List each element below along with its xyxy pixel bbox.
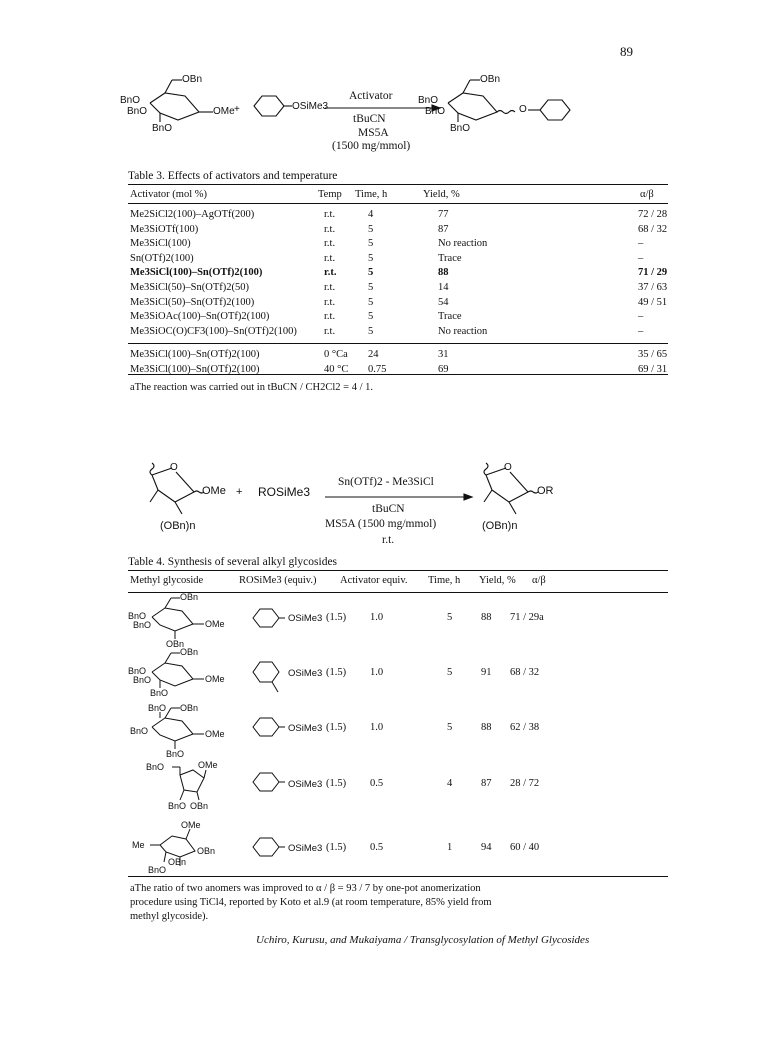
table4-cell-yield: 88 bbox=[481, 722, 492, 733]
table4-cell-time: 4 bbox=[447, 778, 453, 789]
table4-cell-silyl: OSiMe3 bbox=[288, 779, 323, 790]
table4-cell-act: 1.0 bbox=[370, 722, 384, 733]
table3-cell: Me3SiOAc(100)–Sn(OTf)2(100) bbox=[130, 311, 270, 323]
t4-r4-label-2: BnO bbox=[168, 801, 187, 811]
table4-cell-time: 5 bbox=[447, 612, 453, 623]
t4-r2-label-0: OBn bbox=[180, 647, 199, 657]
table3-cell: – bbox=[638, 311, 644, 323]
table3-cell: Me3SiCl(100)–Sn(OTf)2(100) bbox=[130, 267, 263, 279]
table3 bbox=[128, 188, 668, 378]
table3-row bbox=[128, 348, 668, 363]
table4-footnote-line-1: aThe ratio of two anomers was improved to α / β = 93 / 7 by one-pot anomerization bbox=[130, 883, 481, 894]
s2-obn-n: (OBn)n bbox=[160, 520, 196, 532]
table4-cell-silyl: OSiMe3 bbox=[288, 723, 323, 734]
table3-footnote: aThe reaction was carried out in tBuCN / CH2Cl2 = 4 / 1. bbox=[130, 382, 373, 393]
table3-cell: Sn(OTf)2(100) bbox=[130, 252, 194, 264]
table4-cell-equiv: (1.5) bbox=[326, 722, 347, 733]
table3-cell: 5 bbox=[368, 223, 374, 235]
t4-r1-label-3: OMe bbox=[205, 619, 225, 629]
table3-cell: 69 bbox=[438, 363, 449, 375]
table4-rule-bottom bbox=[128, 876, 668, 877]
table4-footnote-line-3: methyl glycoside). bbox=[130, 911, 209, 922]
table3-cell: 88 bbox=[438, 267, 449, 279]
table4-cell-equiv: (1.5) bbox=[326, 842, 347, 853]
table3-header-yield: Yield, % bbox=[423, 189, 460, 200]
table3-cell: 31 bbox=[438, 349, 449, 360]
t4-r1-label-0: OBn bbox=[180, 592, 199, 602]
table4-cell-yield: 87 bbox=[481, 778, 492, 789]
t4-r1-label-1: BnO bbox=[128, 611, 147, 621]
table3-cell: 5 bbox=[368, 267, 374, 279]
table3-cell: Me3SiCl(50)–Sn(OTf)2(100) bbox=[130, 296, 255, 308]
t4-r2-label-3: OMe bbox=[205, 674, 225, 684]
table3-cell: r.t. bbox=[324, 311, 336, 323]
t4-r5-label-4: BnO bbox=[148, 865, 167, 875]
running-footer: Uchiro, Kurusu, and Mukaiyama / Transglycosylation of Methyl Glycosides bbox=[256, 934, 590, 946]
table3-cell: r.t. bbox=[324, 267, 337, 279]
table3-cell: Me3SiOTf(100) bbox=[130, 223, 199, 235]
table3-cell: No reaction bbox=[438, 325, 488, 337]
table3-row bbox=[128, 223, 668, 238]
table3-cell: r.t. bbox=[324, 223, 336, 235]
table3-cell: 35 / 65 bbox=[638, 349, 668, 360]
s1-p-bno-ring: BnO bbox=[418, 95, 439, 106]
table3-cell: 14 bbox=[438, 282, 449, 293]
table3-cell: r.t. bbox=[324, 252, 336, 264]
table4-rule-header bbox=[128, 592, 668, 593]
s1-arrow-bottom-3: (1500 mg/mmol) bbox=[332, 140, 411, 152]
table3-cell: Trace bbox=[438, 311, 462, 323]
table4-footnote-line-2: procedure using TiCl4, reported by Koto et al.9 (at room temperature, 85% yield from bbox=[130, 897, 492, 908]
table4-cell-silyl: OSiMe3 bbox=[288, 613, 323, 624]
table3-cell: Me3SiCl(100)–Sn(OTf)2(100) bbox=[130, 363, 260, 375]
s2-plus: + bbox=[236, 486, 243, 498]
table3-cell: 40 °C bbox=[324, 363, 349, 375]
table3-header-time: Time, h bbox=[355, 189, 388, 200]
table3-row bbox=[128, 237, 668, 252]
s2-reagent: ROSiMe3 bbox=[258, 485, 311, 499]
table4-caption: Table 4. Synthesis of several alkyl glycosides bbox=[128, 556, 338, 568]
t4-r5-label-1: Me bbox=[132, 840, 145, 850]
table3-cell: r.t. bbox=[324, 238, 336, 250]
s1-p-bno-bottom: BnO bbox=[450, 123, 471, 134]
t4-r2-label-2: BnO bbox=[133, 675, 152, 685]
s1-p-obn-top: OBn bbox=[480, 74, 501, 85]
s1-arrow-bottom-2: MS5A bbox=[358, 127, 389, 139]
table4-cell-time: 5 bbox=[447, 667, 453, 678]
table4-cell-equiv: (1.5) bbox=[326, 778, 347, 789]
table4-footnote bbox=[130, 882, 670, 924]
scheme-2 bbox=[0, 440, 768, 560]
table3-cell: Me2SiCl2(100)–AgOTf(200) bbox=[130, 209, 255, 220]
table3-rule-bottom bbox=[128, 374, 668, 375]
table3-cell: 72 / 28 bbox=[638, 209, 668, 220]
scheme-1 bbox=[0, 0, 768, 170]
s2-or: OR bbox=[537, 485, 554, 497]
s1-obn-top: OBn bbox=[182, 74, 203, 85]
table4-header-ab: α/β bbox=[532, 575, 546, 586]
table3-cell: 0.75 bbox=[368, 363, 387, 375]
table4-cell-act: 1.0 bbox=[370, 612, 384, 623]
table3-rule-header bbox=[128, 203, 668, 204]
table4-cell-ab: 71 / 29a bbox=[510, 612, 544, 623]
table3-cell: Me3SiCl(50)–Sn(OTf)2(50) bbox=[130, 282, 249, 293]
s2-product-obn-n: (OBn)n bbox=[482, 520, 518, 532]
t4-r4-label-1: OMe bbox=[198, 760, 218, 770]
t4-r4-label-0: BnO bbox=[146, 762, 165, 772]
table3-cell: 54 bbox=[438, 296, 449, 308]
s1-arrow-bottom-1: tBuCN bbox=[353, 113, 386, 125]
table3-header-temp: Temp bbox=[318, 189, 342, 200]
table4-header-yield: Yield, % bbox=[479, 575, 516, 586]
table3-cell: 4 bbox=[368, 209, 374, 220]
t4-r1-label-4: OBn bbox=[166, 639, 185, 649]
s2-arrow-bottom-3: r.t. bbox=[382, 534, 395, 546]
t4-r5-label-3: OBn bbox=[168, 857, 187, 867]
table3-row bbox=[128, 252, 668, 267]
table3-cell: 5 bbox=[368, 296, 374, 308]
table3-header bbox=[128, 188, 668, 203]
s1-arrow-top: Activator bbox=[349, 90, 393, 102]
table3-cell: Me3SiOC(O)CF3(100)–Sn(OTf)2(100) bbox=[130, 325, 297, 337]
t4-r3-label-0: BnO bbox=[148, 703, 167, 713]
t4-r2-label-1: BnO bbox=[128, 666, 147, 676]
table3-cell: 37 / 63 bbox=[638, 282, 668, 293]
page-number: 89 bbox=[620, 44, 633, 59]
table3-cell: – bbox=[638, 325, 644, 337]
table3-cell: r.t. bbox=[324, 282, 336, 293]
table4-header-glycoside: Methyl glycoside bbox=[130, 575, 204, 586]
table3-cell: 5 bbox=[368, 311, 374, 323]
table3-row bbox=[128, 281, 668, 296]
s2-ome: OMe bbox=[202, 485, 226, 497]
table3-cell: r.t. bbox=[324, 296, 336, 308]
table3-row bbox=[128, 325, 668, 340]
table4-header-activator: Activator equiv. bbox=[340, 575, 408, 586]
t4-r3-label-2: BnO bbox=[130, 726, 149, 736]
s1-bno-bottom: BnO bbox=[152, 123, 173, 134]
table3-cell: 77 bbox=[438, 209, 449, 220]
s2-arrow-top: Sn(OTf)2 - Me3SiCl bbox=[338, 476, 434, 488]
t4-r3-label-4: BnO bbox=[166, 749, 185, 759]
table3-row bbox=[128, 208, 668, 223]
table3-cell: 5 bbox=[368, 238, 374, 250]
table3-cell: r.t. bbox=[324, 325, 336, 337]
table4-cell-act: 1.0 bbox=[370, 667, 384, 678]
t4-r1-label-2: BnO bbox=[133, 620, 152, 630]
table3-cell: 69 / 31 bbox=[638, 363, 668, 375]
table3-cell: r.t. bbox=[324, 209, 336, 220]
table4-cell-act: 0.5 bbox=[370, 842, 384, 853]
table3-cell: Trace bbox=[438, 252, 462, 264]
table3-cell: 0 °Ca bbox=[324, 349, 348, 360]
table4-cell-equiv: (1.5) bbox=[326, 612, 347, 623]
table4-cell-yield: 94 bbox=[481, 842, 492, 853]
table4-cell-time: 1 bbox=[447, 842, 453, 853]
table3-caption: Table 3. Effects of activators and temperature bbox=[128, 170, 338, 182]
table3-cell: 24 bbox=[368, 349, 379, 360]
s2-product-ring-o: O bbox=[504, 462, 512, 473]
t4-r2-label-4: BnO bbox=[150, 688, 169, 698]
s2-arrow-bottom-1: tBuCN bbox=[372, 503, 405, 515]
table3-cell: 71 / 29 bbox=[638, 267, 668, 279]
table3-cell: 5 bbox=[368, 252, 374, 264]
table3-cell: 68 / 32 bbox=[638, 223, 668, 235]
table3-cell: 5 bbox=[368, 325, 374, 337]
table3-header-activator: Activator (mol %) bbox=[130, 189, 207, 200]
table4-rule-top bbox=[128, 570, 668, 571]
table4-cell-ab: 68 / 32 bbox=[510, 667, 540, 678]
t4-r3-label-1: OBn bbox=[180, 703, 199, 713]
table4-header-rosime3: ROSiMe3 (equiv.) bbox=[239, 575, 317, 586]
s1-plus: + bbox=[234, 104, 240, 115]
table4-header-time: Time, h bbox=[428, 575, 461, 586]
table4-cell-yield: 88 bbox=[481, 612, 492, 623]
table3-rule-top bbox=[128, 184, 668, 185]
table3-cell: 5 bbox=[368, 282, 374, 293]
table3-rule-mid bbox=[128, 343, 668, 344]
table3-cell: – bbox=[638, 252, 644, 264]
table4-cell-silyl: OSiMe3 bbox=[288, 843, 323, 854]
s1-bno-left: BnO bbox=[127, 106, 148, 117]
table4-cell-equiv: (1.5) bbox=[326, 667, 347, 678]
table4-cell-ab: 62 / 38 bbox=[510, 722, 540, 733]
t4-r5-label-0: OMe bbox=[181, 820, 201, 830]
t4-r4-label-3: OBn bbox=[190, 801, 209, 811]
s1-p-o: O bbox=[519, 104, 527, 115]
s1-p-bno-left: BnO bbox=[425, 106, 446, 117]
table4-cell-ab: 28 / 72 bbox=[510, 778, 540, 789]
table3-cell: 49 / 51 bbox=[638, 296, 668, 308]
s2-arrow-bottom-2: MS5A (1500 mg/mmol) bbox=[325, 518, 437, 530]
t4-r5-label-2: OBn bbox=[197, 846, 216, 856]
table3-cell: – bbox=[638, 238, 644, 250]
table4-cell-ab: 60 / 40 bbox=[510, 842, 540, 853]
table3-row bbox=[128, 266, 668, 281]
table4-cell-act: 0.5 bbox=[370, 778, 384, 789]
table3-cell: 87 bbox=[438, 223, 449, 235]
table4-header bbox=[128, 575, 668, 589]
s1-bno-ring: BnO bbox=[120, 95, 141, 106]
table4-cell-silyl: OSiMe3 bbox=[288, 668, 323, 679]
table3-row bbox=[128, 310, 668, 325]
table3-cell: Me3SiCl(100)–Sn(OTf)2(100) bbox=[130, 349, 260, 360]
table3-header-ab: α/β bbox=[640, 189, 654, 200]
table3-row bbox=[128, 296, 668, 311]
table4-cell-time: 5 bbox=[447, 722, 453, 733]
t4-r3-label-3: OMe bbox=[205, 729, 225, 739]
table3-cell: No reaction bbox=[438, 238, 488, 250]
table3-cell: Me3SiCl(100) bbox=[130, 238, 191, 250]
table4-cell-yield: 91 bbox=[481, 667, 492, 678]
s2-ring-o: O bbox=[170, 462, 178, 473]
s1-silyl: OSiMe3 bbox=[292, 101, 329, 112]
s1-ome: OMe bbox=[213, 106, 235, 117]
